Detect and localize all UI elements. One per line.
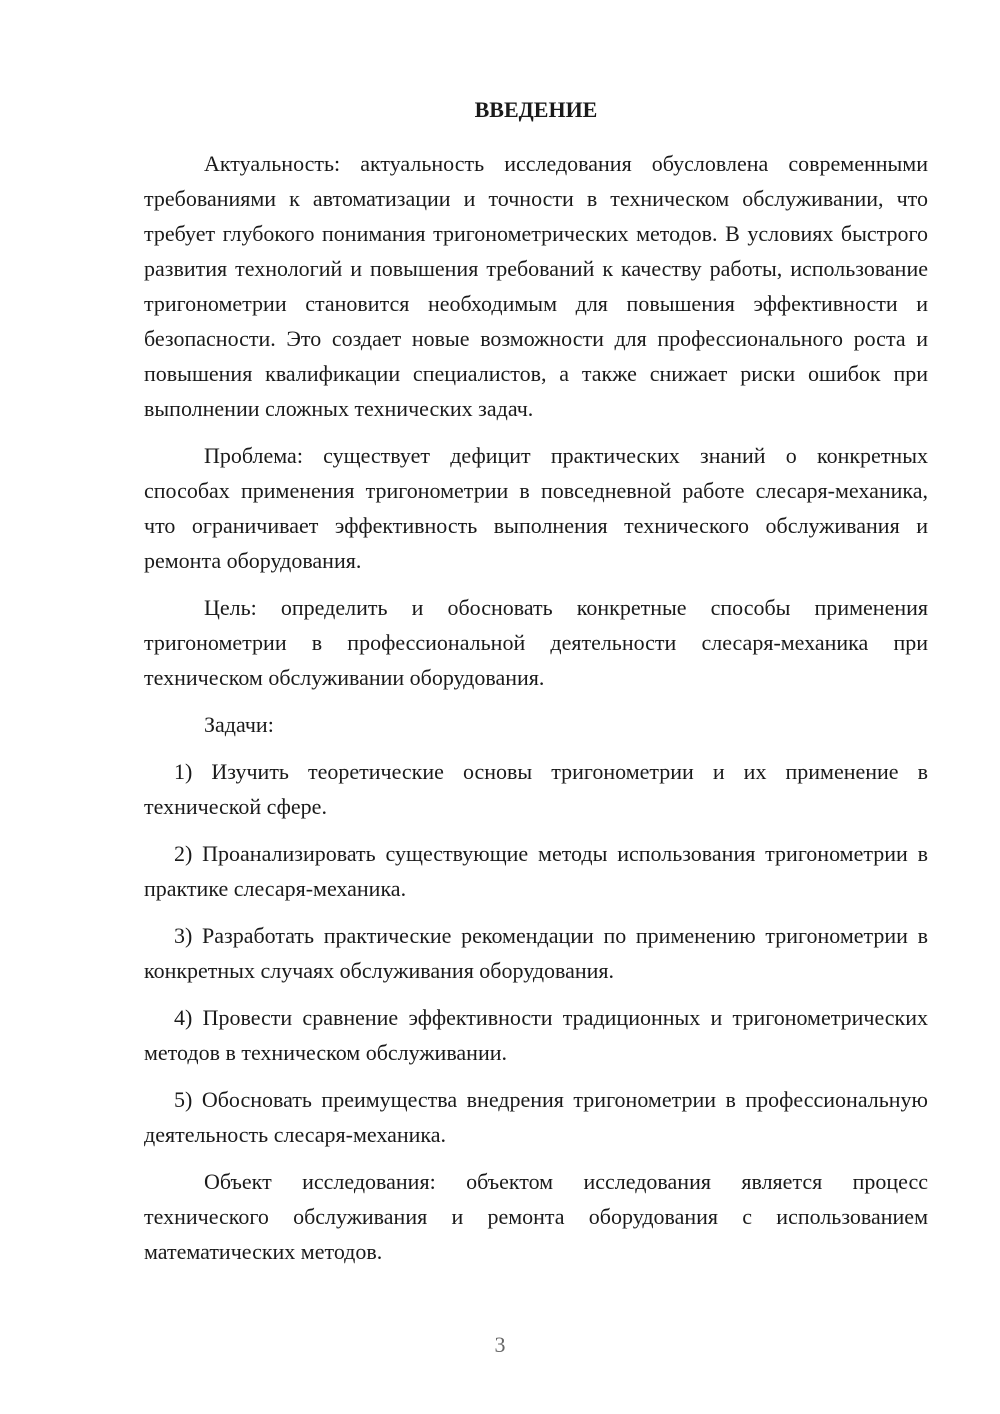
tasks-label: Задачи: xyxy=(204,712,274,737)
task-item: 3) Разработать практические рекомендации по применению тригонометрии в конкретных случаях обслуживания оборудования. xyxy=(144,923,928,983)
problem-paragraph: Проблема: существует дефицит практических знаний о конкретных способах применения тригонометрии в повседневной работе слесаря-механика, что ограничивает эффективность выполнения технического обслуживания и ремонта оборудования. xyxy=(144,443,928,573)
page-number: 3 xyxy=(494,1332,506,1357)
task-item: 4) Провести сравнение эффективности традиционных и тригонометрических методов в техническом обслуживании. xyxy=(144,1005,928,1065)
relevance-paragraph: Актуальность: актуальность исследования обусловлена современными требованиями к автоматизации и точности в техническом обслуживании, что требует глубокого понимания тригонометрических методов. В условиях быстрого развития технологий и повышения требований к качеству работы, использование тригонометрии становится необходимым для повышения эффективности и безопасности. Это создает новые возможности для профессионального роста и повышения квалификации специалистов, а также снижает риски ошибок при выполнении сложных технических задач. xyxy=(144,151,928,421)
section-heading: ВВЕДЕНИЕ xyxy=(474,97,598,122)
goal-paragraph: Цель: определить и обосновать конкретные способы применения тригонометрии в профессиональной деятельности слесаря-механика при техническом обслуживании оборудования. xyxy=(144,595,928,690)
task-item: 2) Проанализировать существующие методы использования тригонометрии в практике слесаря-механика. xyxy=(144,841,928,901)
document-page xyxy=(144,96,928,1281)
task-item: 1) Изучить теоретические основы тригонометрии и их применение в технической сфере. xyxy=(144,759,928,819)
object-paragraph: Объект исследования: объектом исследования является процесс технического обслуживания и ремонта оборудования с использованием математических методов. xyxy=(144,1169,928,1264)
task-item: 5) Обосновать преимущества внедрения тригонометрии в профессиональную деятельность слесаря-механика. xyxy=(144,1087,928,1147)
